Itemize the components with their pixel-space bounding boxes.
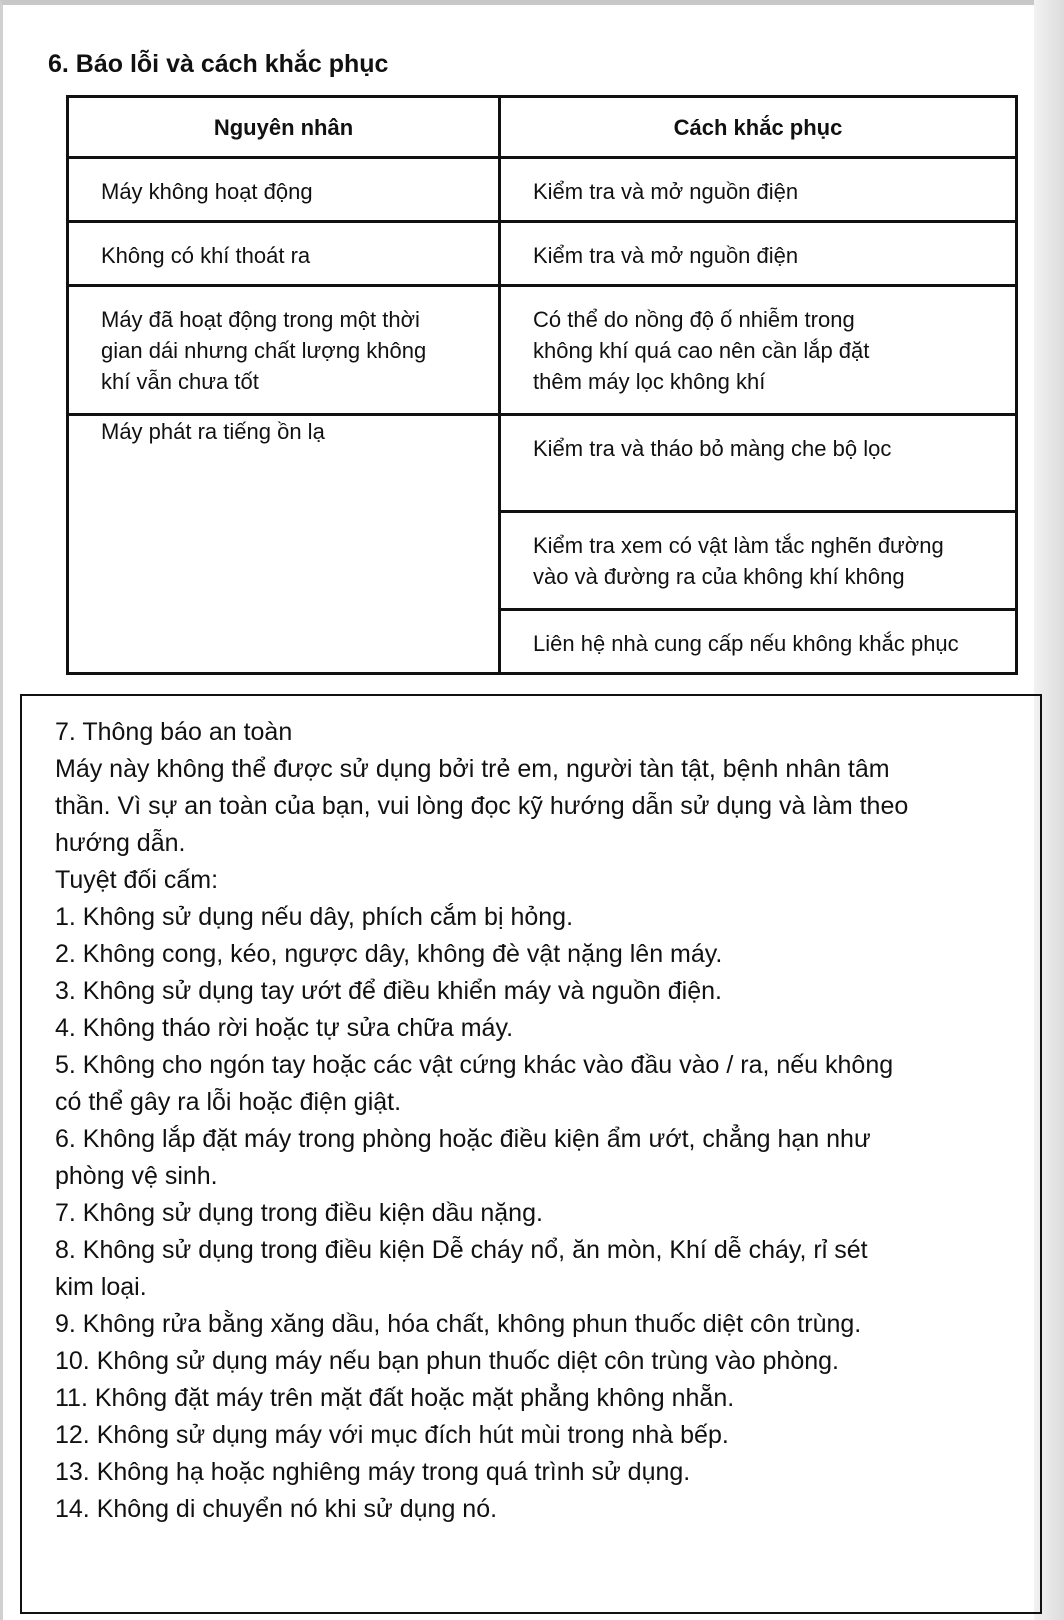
cause-text: Máy phát ra tiếng ồn lạ [101, 419, 325, 444]
troubleshooting-table [66, 95, 1018, 675]
fix-line: Liên hệ nhà cung cấp nếu không khắc phục [533, 631, 959, 656]
rule-line: 12. Không sử dụng máy với mục đích hút mùi trong nhà bếp. [55, 1421, 729, 1449]
table-header-row [68, 97, 1017, 158]
rule-line: 8. Không sử dụng trong điều kiện Dễ cháy nổ, ăn mòn, Khí dễ cháy, rỉ sét [55, 1236, 868, 1264]
fix-cell [500, 415, 1017, 512]
list-item [55, 1047, 1010, 1121]
safety-notice-box [20, 694, 1042, 1614]
fix-cell [500, 610, 1017, 674]
header-fix: Cách khắc phục [500, 97, 1017, 158]
fix-line: Kiểm tra xem có vật làm tắc nghẽn đường [533, 533, 944, 558]
rule-line: 9. Không rửa bằng xăng dầu, hóa chất, không phun thuốc diệt côn trùng. [55, 1310, 862, 1338]
cause-cell-noise [68, 415, 500, 674]
fix-line: vào và đường ra của không khí không [533, 564, 905, 589]
fix-line: Có thể do nồng độ ố nhiễm trong [533, 307, 855, 332]
list-item [55, 936, 1010, 973]
header-cause: Nguyên nhân [68, 97, 500, 158]
intro-line: hướng dẫn. [55, 829, 186, 857]
section-6-title: 6. Báo lỗi và cách khắc phục [48, 50, 389, 78]
rule-line: có thể gây ra lỗi hoặc điện giật. [55, 1088, 402, 1116]
list-item [55, 1417, 1010, 1454]
rule-line: 13. Không hạ hoặc nghiêng máy trong quá trình sử dụng. [55, 1458, 691, 1486]
table-row [68, 415, 1017, 512]
cause-cell: Máy không hoạt động [68, 158, 500, 222]
rule-line: kim loại. [55, 1273, 147, 1301]
rule-line: 5. Không cho ngón tay hoặc các vật cứng khác vào đầu vào / ra, nếu không [55, 1051, 894, 1079]
rule-line: 14. Không di chuyển nó khi sử dụng nó. [55, 1495, 498, 1523]
table-row [68, 158, 1017, 222]
table-row [68, 286, 1017, 415]
list-item [55, 1491, 1010, 1528]
fix-line: không khí quá cao nên cần lắp đặt [533, 338, 870, 363]
rule-line: phòng vệ sinh. [55, 1162, 218, 1190]
rule-line: 2. Không cong, kéo, ngược dây, không đè vật nặng lên máy. [55, 940, 723, 968]
list-item [55, 1306, 1010, 1343]
rule-line: 1. Không sử dụng nếu dây, phích cắm bị hỏng. [55, 903, 574, 931]
list-item [55, 899, 1010, 936]
cause-line: Máy đã hoạt động trong một thời [101, 307, 420, 332]
fix-cell [500, 512, 1017, 610]
prohibited-list [55, 899, 1010, 1528]
prohibited-heading: Tuyệt đối cấm: [55, 866, 219, 894]
list-item [55, 1121, 1010, 1195]
rule-line: 4. Không tháo rời hoặc tự sửa chữa máy. [55, 1014, 514, 1042]
rule-line: 3. Không sử dụng tay ướt để điều khiển máy và nguồn điện. [55, 977, 722, 1005]
cause-cell [68, 286, 500, 415]
list-item [55, 1454, 1010, 1491]
fix-line: thêm máy lọc không khí [533, 369, 766, 394]
fix-line: Kiểm tra và tháo bỏ màng che bộ lọc [533, 436, 892, 461]
list-item [55, 1232, 1010, 1306]
cause-line: gian dái nhưng chất lượng không [101, 338, 427, 363]
table-row [68, 222, 1017, 286]
intro-line: thần. Vì sự an toàn của bạn, vui lòng đọc kỹ hướng dẫn sử dụng và làm theo [55, 792, 909, 820]
fix-cell [500, 286, 1017, 415]
list-item [55, 1195, 1010, 1232]
cause-line: khí vẫn chưa tốt [101, 369, 259, 394]
intro-line: Máy này không thể được sử dụng bởi trẻ em, người tàn tật, bệnh nhân tâm [55, 755, 890, 783]
fix-cell: Kiểm tra và mở nguồn điện [500, 158, 1017, 222]
section-7-title: 7. Thông báo an toàn [55, 718, 293, 746]
list-item [55, 1380, 1010, 1417]
rule-line: 7. Không sử dụng trong điều kiện dầu nặng. [55, 1199, 543, 1227]
cause-cell: Không có khí thoát ra [68, 222, 500, 286]
rule-line: 10. Không sử dụng máy nếu bạn phun thuốc diệt côn trùng vào phòng. [55, 1347, 839, 1375]
rule-line: 6. Không lắp đặt máy trong phòng hoặc điều kiện ẩm ướt, chẳng hạn như [55, 1125, 871, 1153]
list-item [55, 1010, 1010, 1047]
rule-line: 11. Không đặt máy trên mặt đất hoặc mặt phẳng không nhẵn. [55, 1384, 735, 1412]
list-item [55, 973, 1010, 1010]
list-item [55, 1343, 1010, 1380]
fix-cell: Kiểm tra và mở nguồn điện [500, 222, 1017, 286]
